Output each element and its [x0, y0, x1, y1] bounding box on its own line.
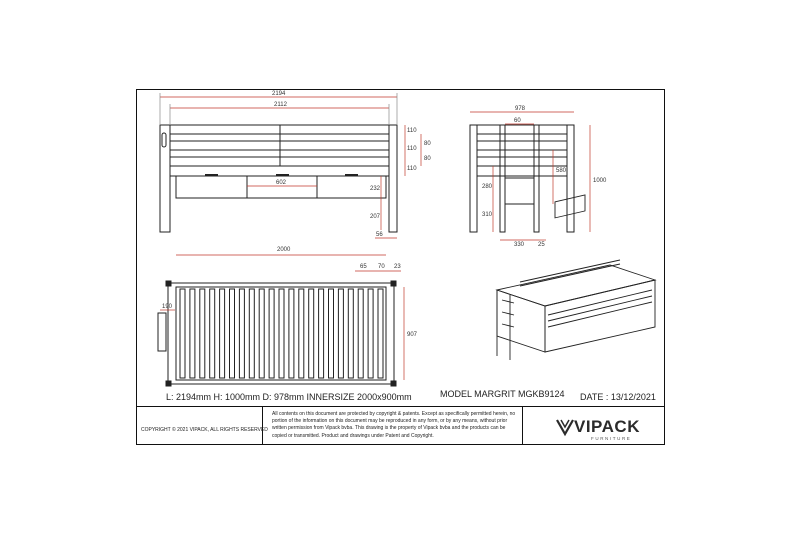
- side-rail-middle: [477, 141, 567, 150]
- dim-side-top: 60: [514, 118, 521, 124]
- plan-dimension-labels: [162, 247, 418, 338]
- iso-front-end: [497, 290, 545, 352]
- dim-plan-left: 190: [162, 304, 173, 310]
- front-view: [160, 125, 397, 232]
- post-handle-slot: [162, 133, 166, 147]
- drawing-date: DATE : 13/12/2021: [580, 392, 656, 402]
- plan-slat: [348, 289, 353, 378]
- title-block: [136, 406, 665, 445]
- brand-tagline: FURNITURE: [591, 436, 632, 441]
- model-name: MODEL MARGRIT MGKB9124: [440, 389, 565, 399]
- dim-foot: 56: [376, 232, 383, 238]
- plan-slat: [289, 289, 294, 378]
- plan-slat: [190, 289, 195, 378]
- plan-slat: [210, 289, 215, 378]
- dim-step: 580: [556, 168, 567, 174]
- dim-base: 330: [514, 242, 525, 248]
- plan-slat: [279, 289, 284, 378]
- isometric-view: [497, 195, 655, 360]
- plan-slat: [259, 289, 264, 378]
- plan-corner: [391, 381, 396, 386]
- plan-slat: [368, 289, 373, 378]
- vipack-logo-icon: [556, 417, 574, 437]
- plan-slat: [230, 289, 235, 378]
- dim-plan-d1: 65: [360, 264, 367, 270]
- plan-slat: [200, 289, 205, 378]
- plan-slat: [269, 289, 274, 378]
- front-right-post: [389, 125, 397, 232]
- plan-corner: [166, 381, 171, 386]
- plan-slat: [358, 289, 363, 378]
- iso-long-side: [545, 280, 655, 352]
- dim-gap1: 80: [424, 141, 431, 147]
- plan-slat: [309, 289, 314, 378]
- dim-gap2: 80: [424, 156, 431, 162]
- dim-plan-width: 907: [407, 332, 418, 338]
- dim-rail2: 110: [407, 146, 417, 152]
- brand-name: VIPACK: [574, 417, 640, 436]
- plan-slat: [378, 289, 383, 378]
- dim-side-overall: 978: [515, 106, 526, 112]
- plan-frame: [168, 283, 394, 384]
- dim-ladder-lower: 310: [482, 212, 493, 218]
- side-right-post: [567, 125, 574, 232]
- dim-offset: 25: [538, 242, 545, 248]
- dim-drawer-width: 602: [276, 180, 287, 186]
- vipack-logo: [556, 417, 640, 442]
- dim-plan-length: 2000: [277, 247, 291, 253]
- plan-slat: [249, 289, 254, 378]
- side-dimension-labels: [482, 106, 607, 248]
- bed-spec: L: 2194mm H: 1000mm D: 978mm INNERSIZE 2000x900mm: [166, 392, 412, 402]
- plan-slat: [299, 289, 304, 378]
- dim-inner-length: 2112: [274, 102, 287, 108]
- plan-slat: [180, 289, 185, 378]
- plan-corner: [391, 281, 396, 286]
- plan-slat: [319, 289, 324, 378]
- dim-drawer-height: 232: [370, 186, 381, 192]
- plan-slat: [239, 289, 244, 378]
- dim-overall-length: 2194: [272, 91, 286, 97]
- dim-ladder-upper: 280: [482, 184, 493, 190]
- plan-slats: [180, 289, 383, 378]
- side-left-post: [470, 125, 477, 232]
- plan-ladder: [158, 313, 166, 351]
- plan-dimensions: [160, 255, 404, 380]
- front-drawer-left: [176, 176, 247, 198]
- plan-view: [158, 281, 396, 386]
- dim-plan-d2: 70: [378, 264, 385, 270]
- dim-low: 207: [370, 214, 381, 220]
- plan-slat-area: [176, 287, 386, 380]
- dim-rail1: 110: [407, 128, 417, 134]
- copyright-notice: COPYRIGHT © 2021 VIPACK, ALL RIGHTS RESERVED: [141, 427, 268, 433]
- dim-rail3: 110: [407, 166, 417, 172]
- side-rail-lower: [477, 157, 567, 166]
- legal-notice: All contents on this document are protected by copyright & patents. Except as specifically permitted herein, no portion of the information on this document may be reproduced in any form, or by any means, without prior written permission from Vipack bvba. This drawing is the property of Vipack bvba and the products can be copied or transmitted. Product and drawings under Patent and Copyright.: [272, 411, 516, 439]
- side-rail-top: [477, 125, 567, 134]
- plan-corner: [166, 281, 171, 286]
- dim-plan-d3: 23: [394, 264, 401, 270]
- front-dimension-labels: [272, 91, 431, 238]
- plan-slat: [338, 289, 343, 378]
- dim-side-height: 1000: [593, 178, 607, 184]
- plan-slat: [329, 289, 334, 378]
- plan-slat: [220, 289, 225, 378]
- iso-drawer: [555, 195, 585, 218]
